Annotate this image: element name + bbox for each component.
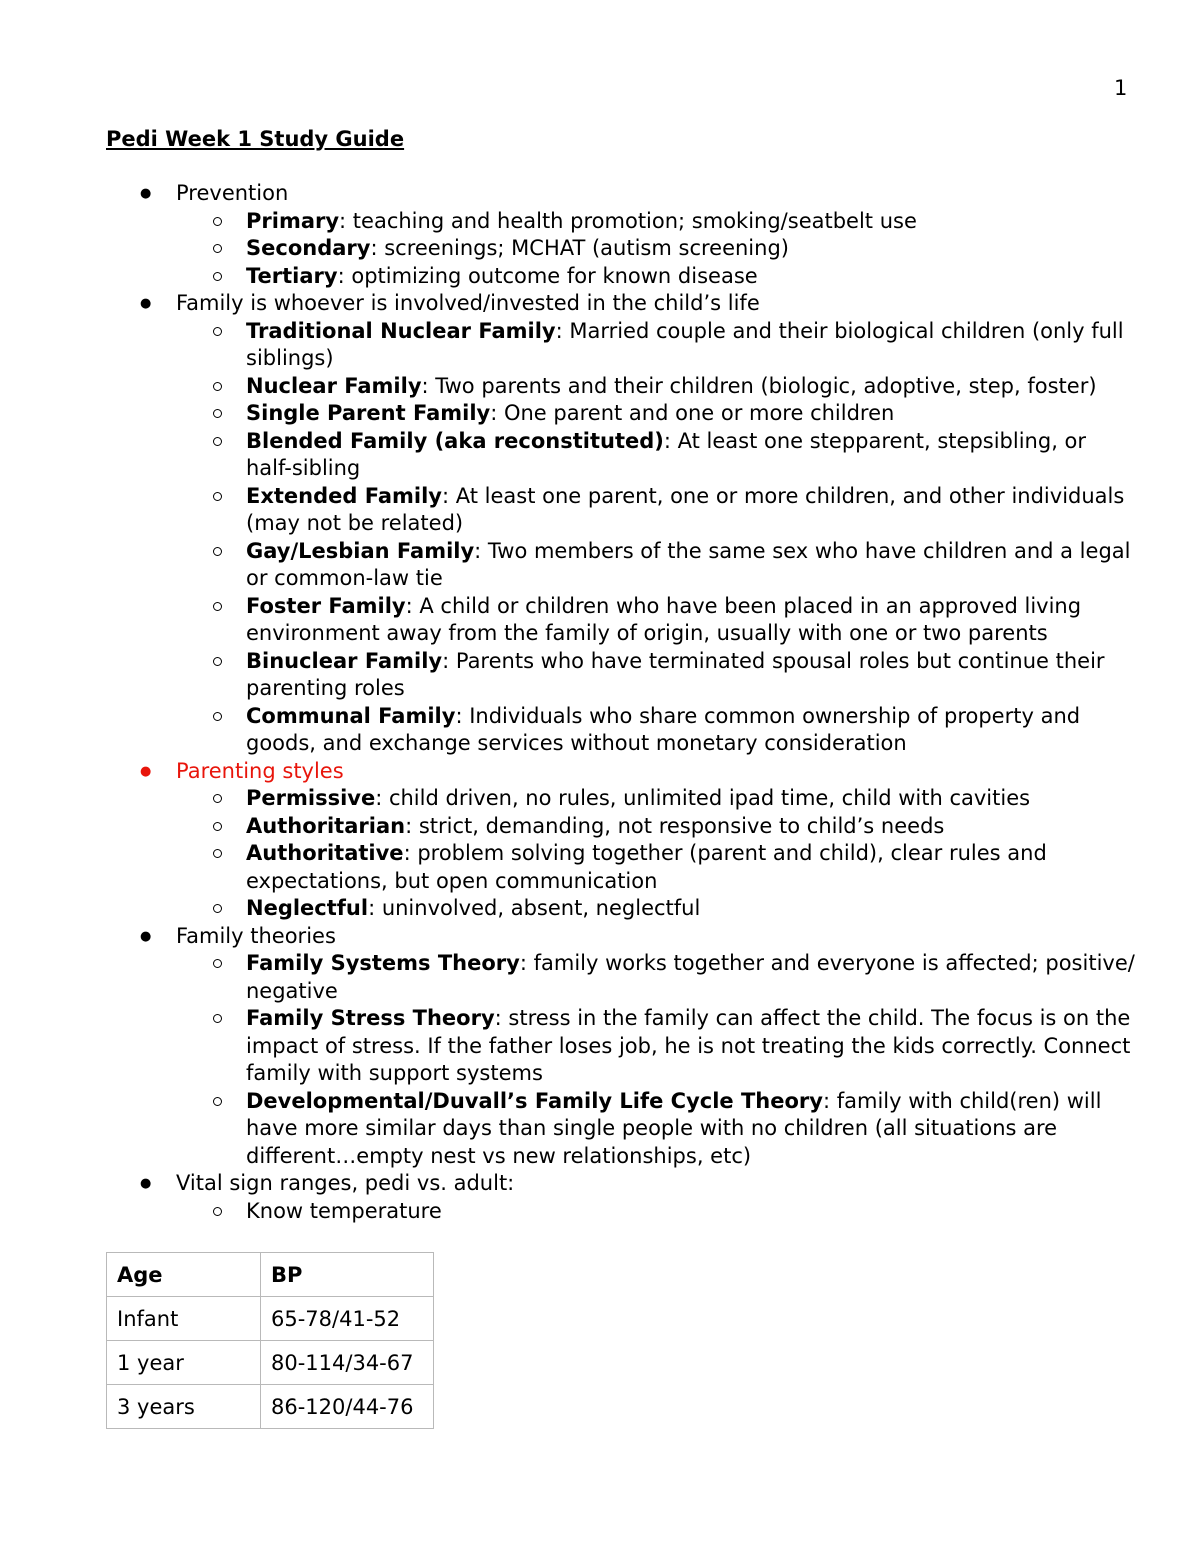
outline-item-text: Family theories bbox=[176, 923, 336, 948]
hollow-bullet-icon bbox=[213, 244, 222, 253]
hollow-bullet-icon bbox=[213, 547, 222, 556]
hollow-bullet-icon bbox=[213, 409, 222, 418]
outline-item-text: Prevention bbox=[176, 181, 289, 205]
bullet-icon: ● bbox=[140, 763, 152, 779]
sub-item bbox=[176, 373, 1136, 401]
sub-item bbox=[176, 400, 1136, 428]
sub-item-term: Foster Family bbox=[246, 593, 406, 618]
hollow-bullet-icon bbox=[213, 794, 222, 803]
hollow-bullet-icon bbox=[213, 1207, 222, 1216]
sub-item bbox=[176, 813, 1136, 841]
outline-item-text: Family is whoever is involved/invested in the child’s life bbox=[176, 291, 760, 315]
hollow-bullet-icon bbox=[213, 492, 222, 501]
sub-item-term: Family Stress Theory bbox=[246, 1006, 495, 1030]
sub-item bbox=[176, 263, 1136, 291]
outline-item bbox=[106, 923, 1136, 1171]
hollow-bullet-icon bbox=[213, 382, 222, 391]
bullet-icon: ● bbox=[140, 186, 152, 201]
table-header-bp: BP bbox=[261, 1253, 434, 1297]
table-header-row bbox=[107, 1253, 434, 1297]
hollow-bullet-icon bbox=[213, 217, 222, 226]
table-row bbox=[107, 1297, 434, 1341]
sub-item bbox=[176, 1088, 1136, 1171]
table-row bbox=[107, 1341, 434, 1385]
sub-item-term: Authoritative bbox=[246, 841, 404, 865]
bullet-icon: ● bbox=[140, 1176, 152, 1191]
sub-item bbox=[176, 785, 1136, 813]
table-cell-age: 1 year bbox=[107, 1341, 261, 1385]
hollow-bullet-icon bbox=[213, 437, 222, 446]
sub-item-description: : strict, demanding, not responsive to child’s needs bbox=[405, 813, 945, 838]
page-number: 1 bbox=[1114, 76, 1128, 100]
hollow-bullet-icon bbox=[213, 712, 222, 721]
sub-item-description: : child driven, no rules, unlimited ipad time, child with cavities bbox=[375, 786, 1031, 810]
table-row bbox=[107, 1385, 434, 1429]
sub-item bbox=[176, 703, 1136, 758]
sub-item-term: Secondary bbox=[246, 236, 371, 260]
table-cell-bp: 65-78/41-52 bbox=[261, 1297, 434, 1341]
sub-list bbox=[176, 950, 1136, 1170]
outline-item bbox=[106, 1170, 1136, 1225]
sub-item-description: : family with child(ren) will have more similar days than single people with no children (all situations are different…empty nest vs new relationships, etc) bbox=[246, 1088, 1102, 1168]
sub-item-term: Nuclear Family bbox=[246, 373, 422, 398]
sub-item-term: Blended Family (aka reconstituted) bbox=[246, 428, 664, 453]
bullet-icon: ● bbox=[140, 928, 152, 944]
hollow-bullet-icon bbox=[213, 822, 222, 831]
table-cell-bp: 80-114/34-67 bbox=[261, 1341, 434, 1385]
hollow-bullet-icon bbox=[213, 1097, 222, 1106]
outline-item-text: Vital sign ranges, pedi vs. adult: bbox=[176, 1171, 515, 1195]
sub-item bbox=[176, 895, 1136, 923]
sub-item-description: : optimizing outcome for known disease bbox=[337, 263, 758, 288]
sub-item bbox=[176, 483, 1136, 538]
hollow-bullet-icon bbox=[213, 904, 222, 913]
sub-item-description: : Parents who have terminated spousal roles but continue their parenting roles bbox=[246, 648, 1105, 700]
sub-item-term: Single Parent Family bbox=[246, 401, 491, 425]
sub-item-description: : At least one stepparent, stepsibling, or half-sibling bbox=[246, 428, 1087, 480]
sub-item bbox=[176, 1198, 1136, 1226]
sub-item-term: Permissive bbox=[246, 786, 376, 810]
sub-item bbox=[176, 538, 1136, 593]
outline-item bbox=[106, 290, 1136, 758]
sub-item-term: Tertiary bbox=[246, 263, 338, 288]
sub-item-term: Gay/Lesbian Family bbox=[246, 538, 475, 563]
sub-item-term: Communal Family bbox=[246, 703, 456, 728]
table-cell-age: Infant bbox=[107, 1297, 261, 1341]
sub-list bbox=[176, 785, 1136, 923]
sub-item bbox=[176, 428, 1136, 483]
sub-list bbox=[176, 208, 1136, 291]
bp-table bbox=[106, 1252, 434, 1429]
hollow-bullet-icon bbox=[213, 602, 222, 611]
hollow-bullet-icon bbox=[213, 272, 222, 281]
sub-item-term: Traditional Nuclear Family bbox=[246, 318, 556, 343]
table-header-age: Age bbox=[107, 1253, 261, 1297]
table-cell-age: 3 years bbox=[107, 1385, 261, 1429]
sub-item-description: : At least one parent, one or more children, and other individuals (may not be related) bbox=[246, 483, 1125, 535]
sub-item-term: Extended Family bbox=[246, 483, 442, 508]
sub-item bbox=[176, 648, 1136, 703]
sub-item bbox=[176, 1005, 1136, 1088]
sub-item-term: Developmental/Duvall’s Family Life Cycle Theory bbox=[246, 1088, 823, 1113]
sub-item-term: Binuclear Family bbox=[246, 648, 443, 673]
sub-item bbox=[176, 593, 1136, 648]
sub-item-term: Neglectful bbox=[246, 896, 369, 920]
sub-list bbox=[176, 1198, 1136, 1226]
sub-item-description: : screenings; MCHAT (autism screening) bbox=[370, 236, 789, 260]
sub-item-description: Know temperature bbox=[246, 1198, 442, 1223]
hollow-bullet-icon bbox=[213, 327, 222, 336]
sub-item-description: : Married couple and their biological children (only full siblings) bbox=[246, 318, 1124, 370]
hollow-bullet-icon bbox=[213, 657, 222, 666]
study-outline bbox=[106, 180, 1136, 1225]
sub-item-description: : problem solving together (parent and child), clear rules and expectations, but open communication bbox=[246, 841, 1047, 893]
sub-item-description: : teaching and health promotion; smoking/seatbelt use bbox=[339, 208, 917, 233]
sub-item-description: : One parent and one or more children bbox=[490, 401, 895, 425]
sub-item-term: Family Systems Theory bbox=[246, 951, 520, 975]
sub-item-description: : family works together and everyone is affected; positive/ negative bbox=[246, 951, 1135, 1003]
sub-item-description: : Two members of the same sex who have children and a legal or common-law tie bbox=[246, 538, 1131, 590]
sub-item-description: : A child or children who have been placed in an approved living environment away from the family of origin, usually with one or two parents bbox=[246, 593, 1082, 645]
sub-list bbox=[176, 318, 1136, 758]
outline-item bbox=[106, 758, 1136, 923]
sub-item-term: Primary bbox=[246, 208, 340, 233]
document-title: Pedi Week 1 Study Guide bbox=[106, 127, 405, 151]
sub-item-description: : Two parents and their children (biologic, adoptive, step, foster) bbox=[421, 373, 1097, 398]
sub-item bbox=[176, 950, 1136, 1005]
sub-item-description: : stress in the family can affect the child. The focus is on the impact of stress. If the father loses job, he is not treating the kids correctly. Connect family with support systems bbox=[246, 1006, 1131, 1085]
outline-item-text: Parenting styles bbox=[176, 758, 344, 783]
outline-item bbox=[106, 180, 1136, 290]
sub-item bbox=[176, 318, 1136, 373]
sub-item bbox=[176, 235, 1136, 263]
hollow-bullet-icon bbox=[213, 849, 222, 858]
hollow-bullet-icon bbox=[213, 1014, 222, 1023]
sub-item bbox=[176, 208, 1136, 236]
bullet-icon: ● bbox=[140, 296, 152, 311]
sub-item-description: : uninvolved, absent, neglectful bbox=[368, 896, 701, 920]
hollow-bullet-icon bbox=[213, 959, 222, 968]
sub-item bbox=[176, 840, 1136, 895]
sub-item-term: Authoritarian bbox=[246, 813, 406, 838]
sub-item-description: : Individuals who share common ownership of property and goods, and exchange services without monetary consideration bbox=[246, 703, 1081, 755]
table-cell-bp: 86-120/44-76 bbox=[261, 1385, 434, 1429]
